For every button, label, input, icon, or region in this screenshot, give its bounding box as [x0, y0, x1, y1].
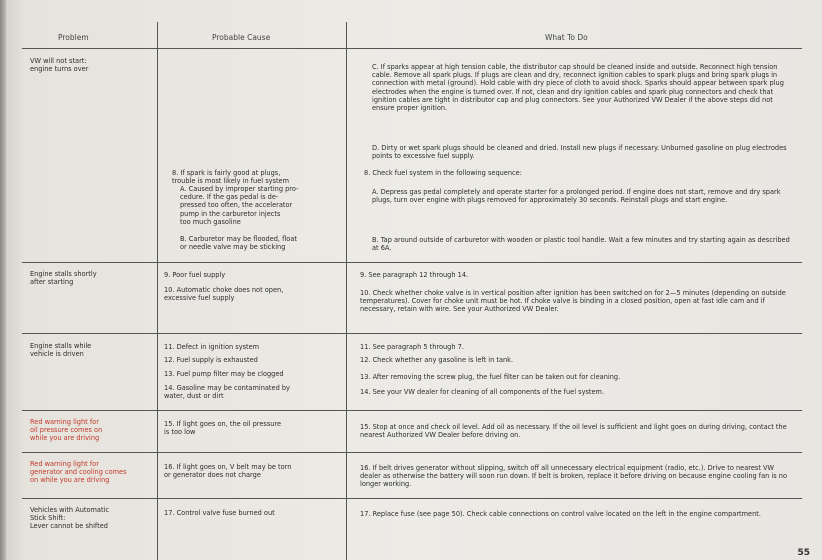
todo-8b: B. Tap around outside of carburetor with wooden or plastic tool handle. Wait a few minutes and try starting again as described at 6A. — [372, 236, 790, 253]
column-divider-1 — [157, 22, 158, 560]
todo-15: 15. Stop at once and check oil level. Add oil as necessary. If the oil level is sufficient and light goes on during driving, contact the nearest Authorized VW Dealer before driving on. — [360, 423, 787, 440]
column-divider-2 — [346, 22, 347, 560]
cause-16: 16. If light goes on, V belt may be torn or generator does not charge — [164, 463, 292, 480]
cause-13: 13. Fuel pump filter may be clogged — [164, 370, 284, 378]
todo-9: 9. See paragraph 12 through 14. — [360, 271, 469, 279]
todo-10: 10. Check whether choke valve is in vertical position after ignition has been switched on for 2—5 minutes (depending on outside temperatures). Cover for choke unit must be hot. If choke valve is binding in a closed position, open at fast idle cam and if necessary, retain with wire. See your Authorized VW Dealer. — [360, 289, 786, 314]
problem-will-not-start: VW will not start: engine turns over — [30, 57, 89, 74]
row-rule-2 — [22, 333, 802, 334]
todo-step-d: D. Dirty or wet spark plugs should be cleaned and dried. Install new plugs if necessary. Unburned gasoline on plug electrodes points to excessive fuel supply. — [372, 144, 787, 161]
page-number: 55 — [797, 548, 810, 558]
row-rule-4 — [22, 452, 802, 453]
todo-17: 17. Replace fuse (see page 50). Check cable connections on control valve located on the left in the engine compartment. — [360, 510, 761, 518]
cause-11: 11. Defect in ignition system — [164, 343, 260, 351]
problem-oil-pressure-light: Red warning light for oil pressure comes on while you are driving — [30, 418, 103, 443]
todo-11: 11. See paragraph 5 through 7. — [360, 343, 464, 351]
row-rule-5 — [22, 498, 802, 499]
todo-14: 14. See your VW dealer for cleaning of all components of the fuel system. — [360, 388, 605, 396]
cause-12: 12. Fuel supply is exhausted — [164, 356, 258, 364]
todo-16: 16. If belt drives generator without slipping, switch off all unnecessary electrical equipment (radio, etc.). Drive to nearest VW dealer as otherwise the battery will soon run down. If belt is broken, replace it before driving on because engine cooling fan is no longer working. — [360, 464, 788, 489]
header-what-to-do: What To Do — [545, 33, 588, 42]
todo-step-c: C. If sparks appear at high tension cable, the distributor cap should be cleaned inside and outside. Reconnect high tension cable. Remove all spark plugs. If plugs are clean and dry, reconnect ignition cables to spark plugs and bring spark plugs in connection with metal (ground). Hold cable with dry piece of cloth to avoid shock. Sparks should appear between spark plug electrodes when the engine is turned over. If not, clean and dry ignition cables and spark plug connectors and check that ignition cables are tight in distributor cap and plug connectors. See your Authorized VW Dealer if the above steps did not ensure proper ignition. — [372, 63, 784, 113]
cause-9: 9. Poor fuel supply — [164, 271, 226, 279]
header-problem: Problem — [58, 33, 89, 42]
cause-8a: A. Caused by improper starting pro- cedure. If the gas pedal is de- pressed too often, the accelerator pump in the carburetor injects too much gasoline — [180, 185, 299, 226]
problem-generator-light: Red warning light for generator and cooling comes on while you are driving — [30, 460, 127, 485]
problem-automatic-stick-shift: Vehicles with Automatic Stick Shift: Lever cannot be shifted — [30, 506, 110, 531]
page-binding-edge — [0, 0, 6, 560]
cause-14: 14. Gasoline may be contaminated by water, dust or dirt — [164, 384, 290, 401]
row-rule-3 — [22, 410, 802, 411]
problem-stalls-while-driven: Engine stalls while vehicle is driven — [30, 342, 92, 359]
header-rule — [22, 48, 802, 49]
cause-8: 8. If spark is fairly good at plugs, trouble is most likely in fuel system — [172, 169, 290, 186]
row-rule-1 — [22, 262, 802, 263]
cause-17: 17. Control valve fuse burned out — [164, 509, 275, 517]
todo-13: 13. After removing the screw plug, the fuel filter can be taken out for cleaning. — [360, 373, 621, 381]
todo-12: 12. Check whether any gasoline is left in tank. — [360, 356, 514, 364]
todo-8a: A. Depress gas pedal completely and operate starter for a prolonged period. If engine does not start, remove and dry spark plugs, turn over engine with plugs removed for approximately 30 seconds. Reinstall plugs and start engine. — [372, 188, 781, 205]
problem-stalls-after-starting: Engine stalls shortly after starting — [30, 270, 97, 287]
cause-15: 15. If light goes on, the oil pressure is too low — [164, 420, 282, 437]
cause-10: 10. Automatic choke does not open, excessive fuel supply — [164, 286, 284, 303]
todo-8: 8. Check fuel system in the following sequence: — [364, 169, 522, 177]
cause-8b: B. Carburetor may be flooded, float or needle valve may be sticking — [180, 235, 297, 252]
header-probable-cause: Probable Cause — [212, 33, 271, 42]
